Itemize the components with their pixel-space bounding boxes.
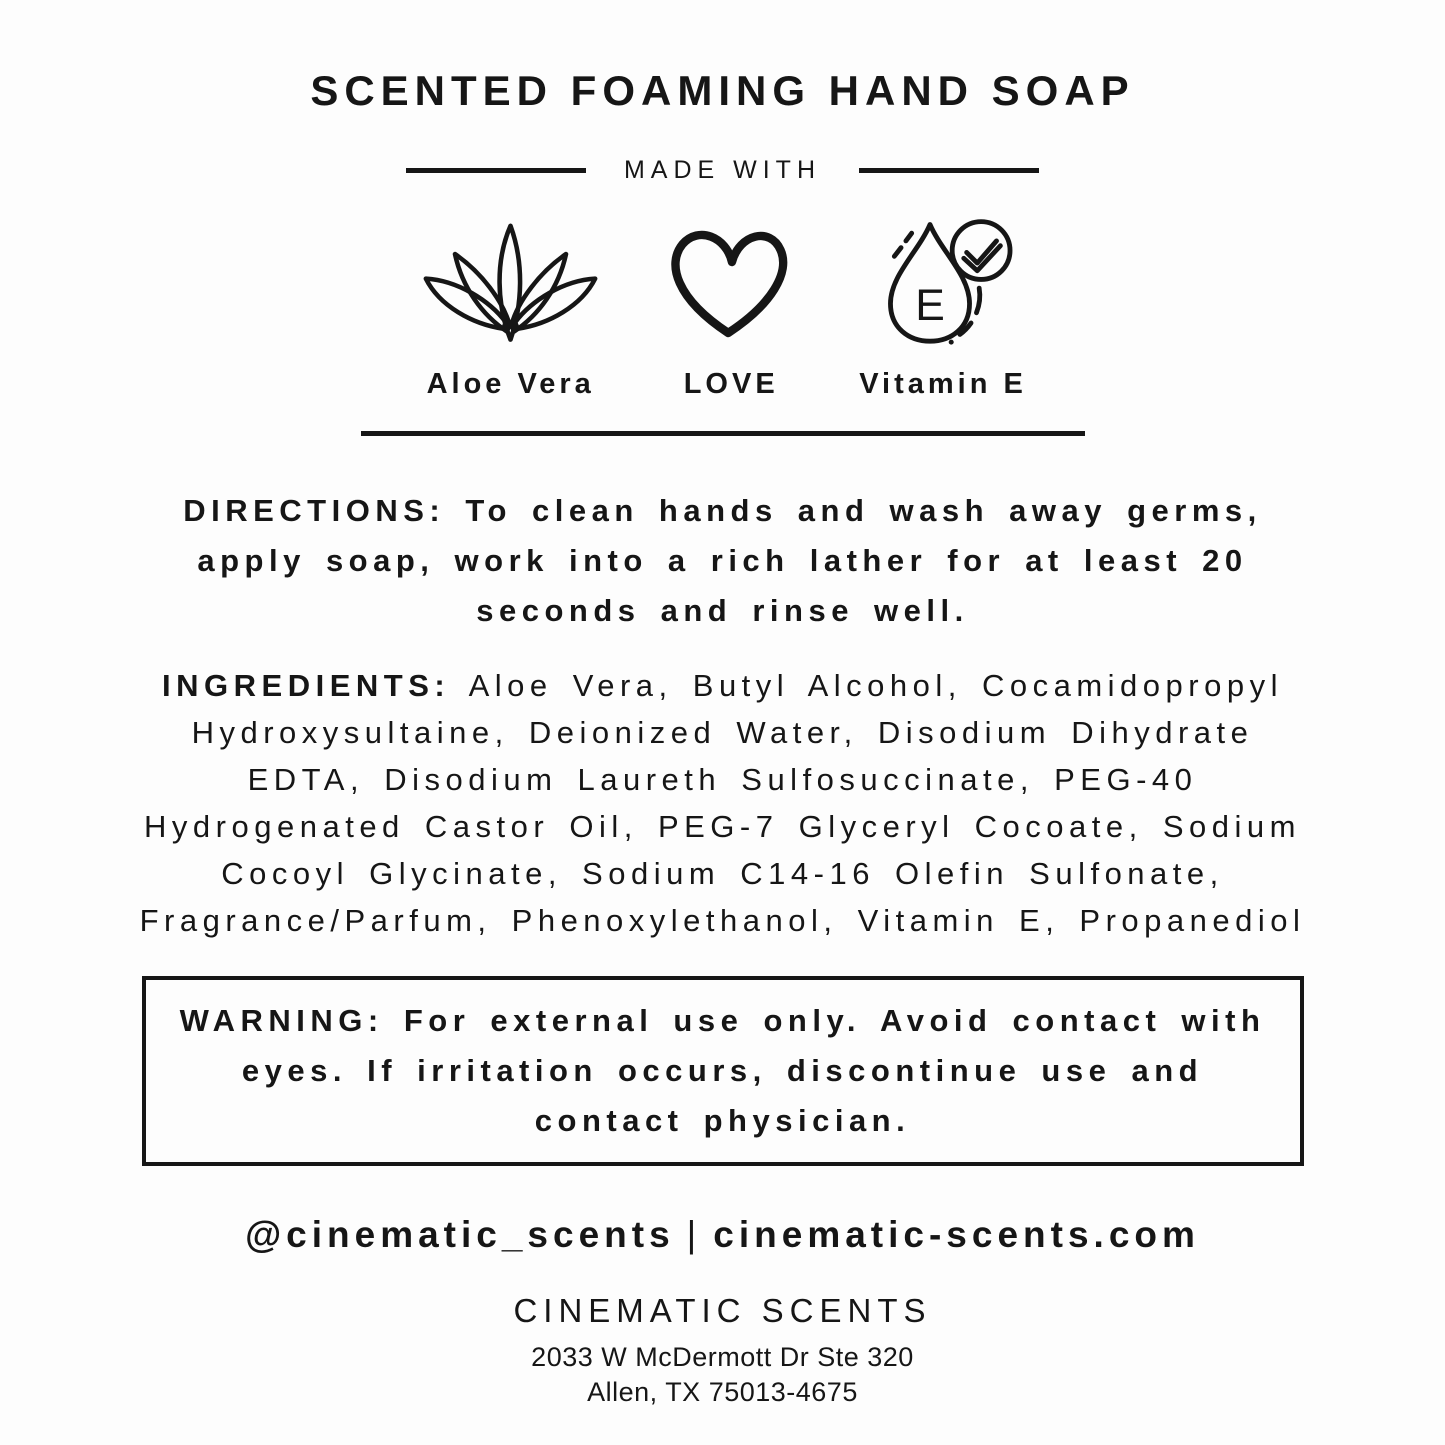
ingredients-heading: INGREDIENTS: bbox=[162, 668, 451, 703]
vitamin-e-drop-icon bbox=[866, 211, 1021, 346]
ingredients-body: Aloe Vera, Butyl Alcohol, Cocamidopropyl Hydroxysultaine, Deionized Water, Disodium Dihydrate EDTA, Disodium Laureth Sulfosuccinate, PEG-40 Hydrogenated Castor Oil, PEG-7 Glyceryl Cocoate, Sodium Cocoyl Glycinate, Sodium C14-16 Olefin Sulfonate, Fragrance/Parfum, Phenoxylethanol, Vitamin E, Propanediol bbox=[139, 668, 1306, 938]
directions-body: To clean hands and wash away germs, apply soap, work into a rich lather for at least 20 seconds and rinse well. bbox=[197, 493, 1262, 628]
made-with-item-love bbox=[661, 211, 801, 401]
made-with-label: MADE WITH bbox=[623, 156, 822, 184]
heart-icon bbox=[661, 211, 801, 346]
ingredients-text bbox=[125, 662, 1320, 944]
warning-box bbox=[142, 976, 1304, 1166]
warning-text bbox=[172, 996, 1274, 1146]
made-with-item-aloe-vera bbox=[418, 211, 603, 401]
vitamin-e-label: Vitamin E bbox=[859, 368, 1027, 400]
vitamin-e-letter: E bbox=[914, 280, 945, 330]
warning-body: For external use only. Avoid contact with eyes. If irritation occurs, discontinue use and contact physician. bbox=[241, 1003, 1266, 1138]
made-with-divider-left bbox=[406, 168, 586, 173]
warning-heading: WARNING: bbox=[179, 1003, 384, 1038]
company-name: CINEMATIC SCENTS bbox=[513, 1292, 932, 1329]
made-with-header bbox=[0, 156, 1445, 185]
social-line bbox=[0, 1214, 1445, 1256]
made-with-item-vitamin-e bbox=[859, 211, 1027, 401]
company-address bbox=[0, 1340, 1445, 1410]
made-with-divider-right bbox=[859, 168, 1039, 173]
website-url: cinematic-scents.com bbox=[713, 1214, 1200, 1255]
aloe-vera-label: Aloe Vera bbox=[426, 368, 595, 400]
product-title: SCENTED FOAMING HAND SOAP bbox=[310, 67, 1135, 114]
address-line-2: Allen, TX 75013-4675 bbox=[587, 1377, 858, 1407]
section-divider bbox=[361, 431, 1085, 436]
social-handle: @cinematic_scents bbox=[245, 1214, 675, 1255]
directions-heading: DIRECTIONS: bbox=[183, 493, 446, 528]
made-with-icons-row bbox=[0, 211, 1445, 401]
directions-text bbox=[163, 486, 1283, 636]
love-label: LOVE bbox=[683, 368, 779, 400]
aloe-vera-icon bbox=[418, 211, 603, 346]
address-line-1: 2033 W McDermott Dr Ste 320 bbox=[531, 1342, 914, 1372]
social-separator: | bbox=[686, 1214, 702, 1255]
